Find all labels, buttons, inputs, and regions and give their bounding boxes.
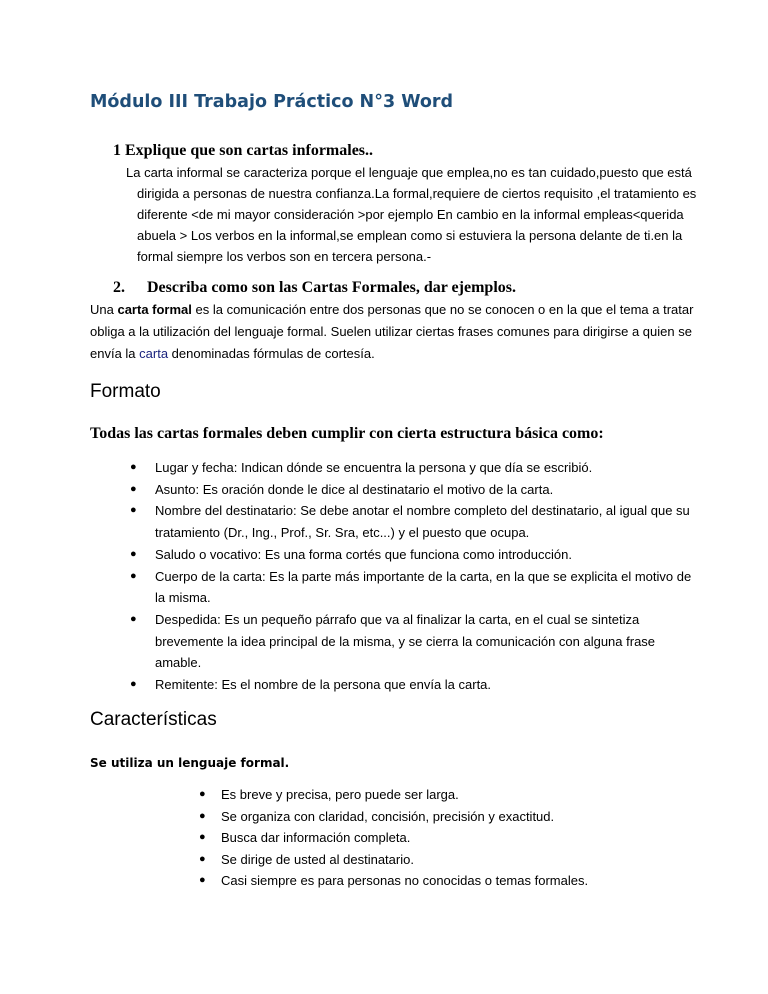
bold-term: carta formal bbox=[117, 302, 192, 317]
bullet-icon: ● bbox=[199, 874, 206, 886]
formato-heading: Formato bbox=[90, 381, 161, 402]
bullet-icon: ● bbox=[199, 788, 206, 800]
list-item: Despedida: Es un pequeño párrafo que va al finalizar la carta, en el cual se sintetiza bbox=[155, 611, 640, 627]
list-item: Es breve y precisa, pero puede ser larga. bbox=[221, 787, 459, 802]
carta-link[interactable]: carta bbox=[139, 346, 169, 361]
question-2-heading: Describa como son las Cartas Formales, dar ejemplos. bbox=[147, 279, 516, 296]
q2-line bbox=[90, 299, 693, 320]
formato-subheading: Todas las cartas formales deben cumplir con cierta estructura básica como: bbox=[90, 425, 604, 442]
list-item: la misma. bbox=[155, 590, 211, 606]
caracteristicas-subheading: Se utiliza un lenguaje formal. bbox=[90, 756, 290, 770]
list-item: Asunto: Es oración donde le dice al destinatario el motivo de la carta. bbox=[155, 481, 554, 497]
list-item: Nombre del destinatario: Se debe anotar el nombre completo del destinatario, al igual que su bbox=[155, 503, 690, 519]
q1-line: abuela > Los verbos en la informal,se emplean como si estuviera la persona delante de ti.en la bbox=[137, 228, 683, 243]
bullet-icon: ● bbox=[130, 612, 137, 625]
text: es la comunicación entre dos personas que no se conocen o en la que el tema a tratar bbox=[191, 302, 694, 317]
text: denominadas fórmulas de cortesía. bbox=[168, 346, 375, 361]
list-item: Se organiza con claridad, concisión, precisión y exactitud. bbox=[221, 808, 555, 824]
q2-line: obliga a la utilización del lenguaje formal. Suelen utilizar ciertas frases comunes para dirigirse a quien se bbox=[90, 324, 692, 339]
q1-line: dirigida a personas de nuestra confianza.La formal,requiere de ciertos requisito ,el tratamiento es bbox=[137, 186, 697, 201]
list-item: Busca dar información completa. bbox=[221, 830, 411, 845]
bullet-icon: ● bbox=[130, 547, 137, 560]
q1-line: formal siempre los verbos son en tercera persona.- bbox=[137, 249, 432, 264]
list-item: tratamiento (Dr., Ing., Prof., Sr. Sra, etc...) y el puesto que ocupa. bbox=[155, 525, 530, 541]
q1-line: diferente <de mi mayor consideración >por ejemplo En cambio en la informal empleas<querida bbox=[137, 207, 684, 222]
q2-line bbox=[90, 343, 375, 364]
bullet-icon: ● bbox=[130, 482, 137, 495]
bullet-icon: ● bbox=[130, 678, 137, 690]
question-1-heading: 1 Explique que son cartas informales.. bbox=[113, 142, 374, 159]
caracteristicas-heading: Características bbox=[90, 709, 217, 730]
list-item: brevemente la idea principal de la misma, y se cierra la comunicación con alguna frase bbox=[155, 633, 656, 649]
bullet-icon: ● bbox=[130, 569, 137, 582]
text: Una bbox=[90, 302, 118, 317]
list-item: Cuerpo de la carta: Es la parte más importante de la carta, en la que se explicita el motivo de bbox=[155, 568, 692, 584]
list-item: Se dirige de usted al destinatario. bbox=[221, 851, 414, 867]
list-item: amable. bbox=[155, 655, 202, 671]
bullet-icon: ● bbox=[199, 809, 206, 822]
page-title: Módulo III Trabajo Práctico N°3 Word bbox=[90, 92, 454, 112]
bullet-icon: ● bbox=[199, 852, 206, 865]
list-item: Saludo o vocativo: Es una forma cortés que funciona como introducción. bbox=[155, 546, 572, 562]
bullet-icon: ● bbox=[199, 831, 206, 843]
question-2-number: 2. bbox=[113, 279, 125, 296]
list-item: Casi siempre es para personas no conocidas o temas formales. bbox=[221, 873, 589, 888]
q1-line: La carta informal se caracteriza porque el lenguaje que emplea,no es tan cuidado,puesto que está bbox=[126, 165, 692, 180]
text: envía la bbox=[90, 346, 140, 361]
bullet-icon: ● bbox=[130, 504, 137, 517]
list-item: Remitente: Es el nombre de la persona que envía la carta. bbox=[155, 677, 492, 692]
bullet-icon: ● bbox=[130, 461, 137, 473]
list-item: Lugar y fecha: Indican dónde se encuentra la persona y que día se escribió. bbox=[155, 460, 593, 475]
